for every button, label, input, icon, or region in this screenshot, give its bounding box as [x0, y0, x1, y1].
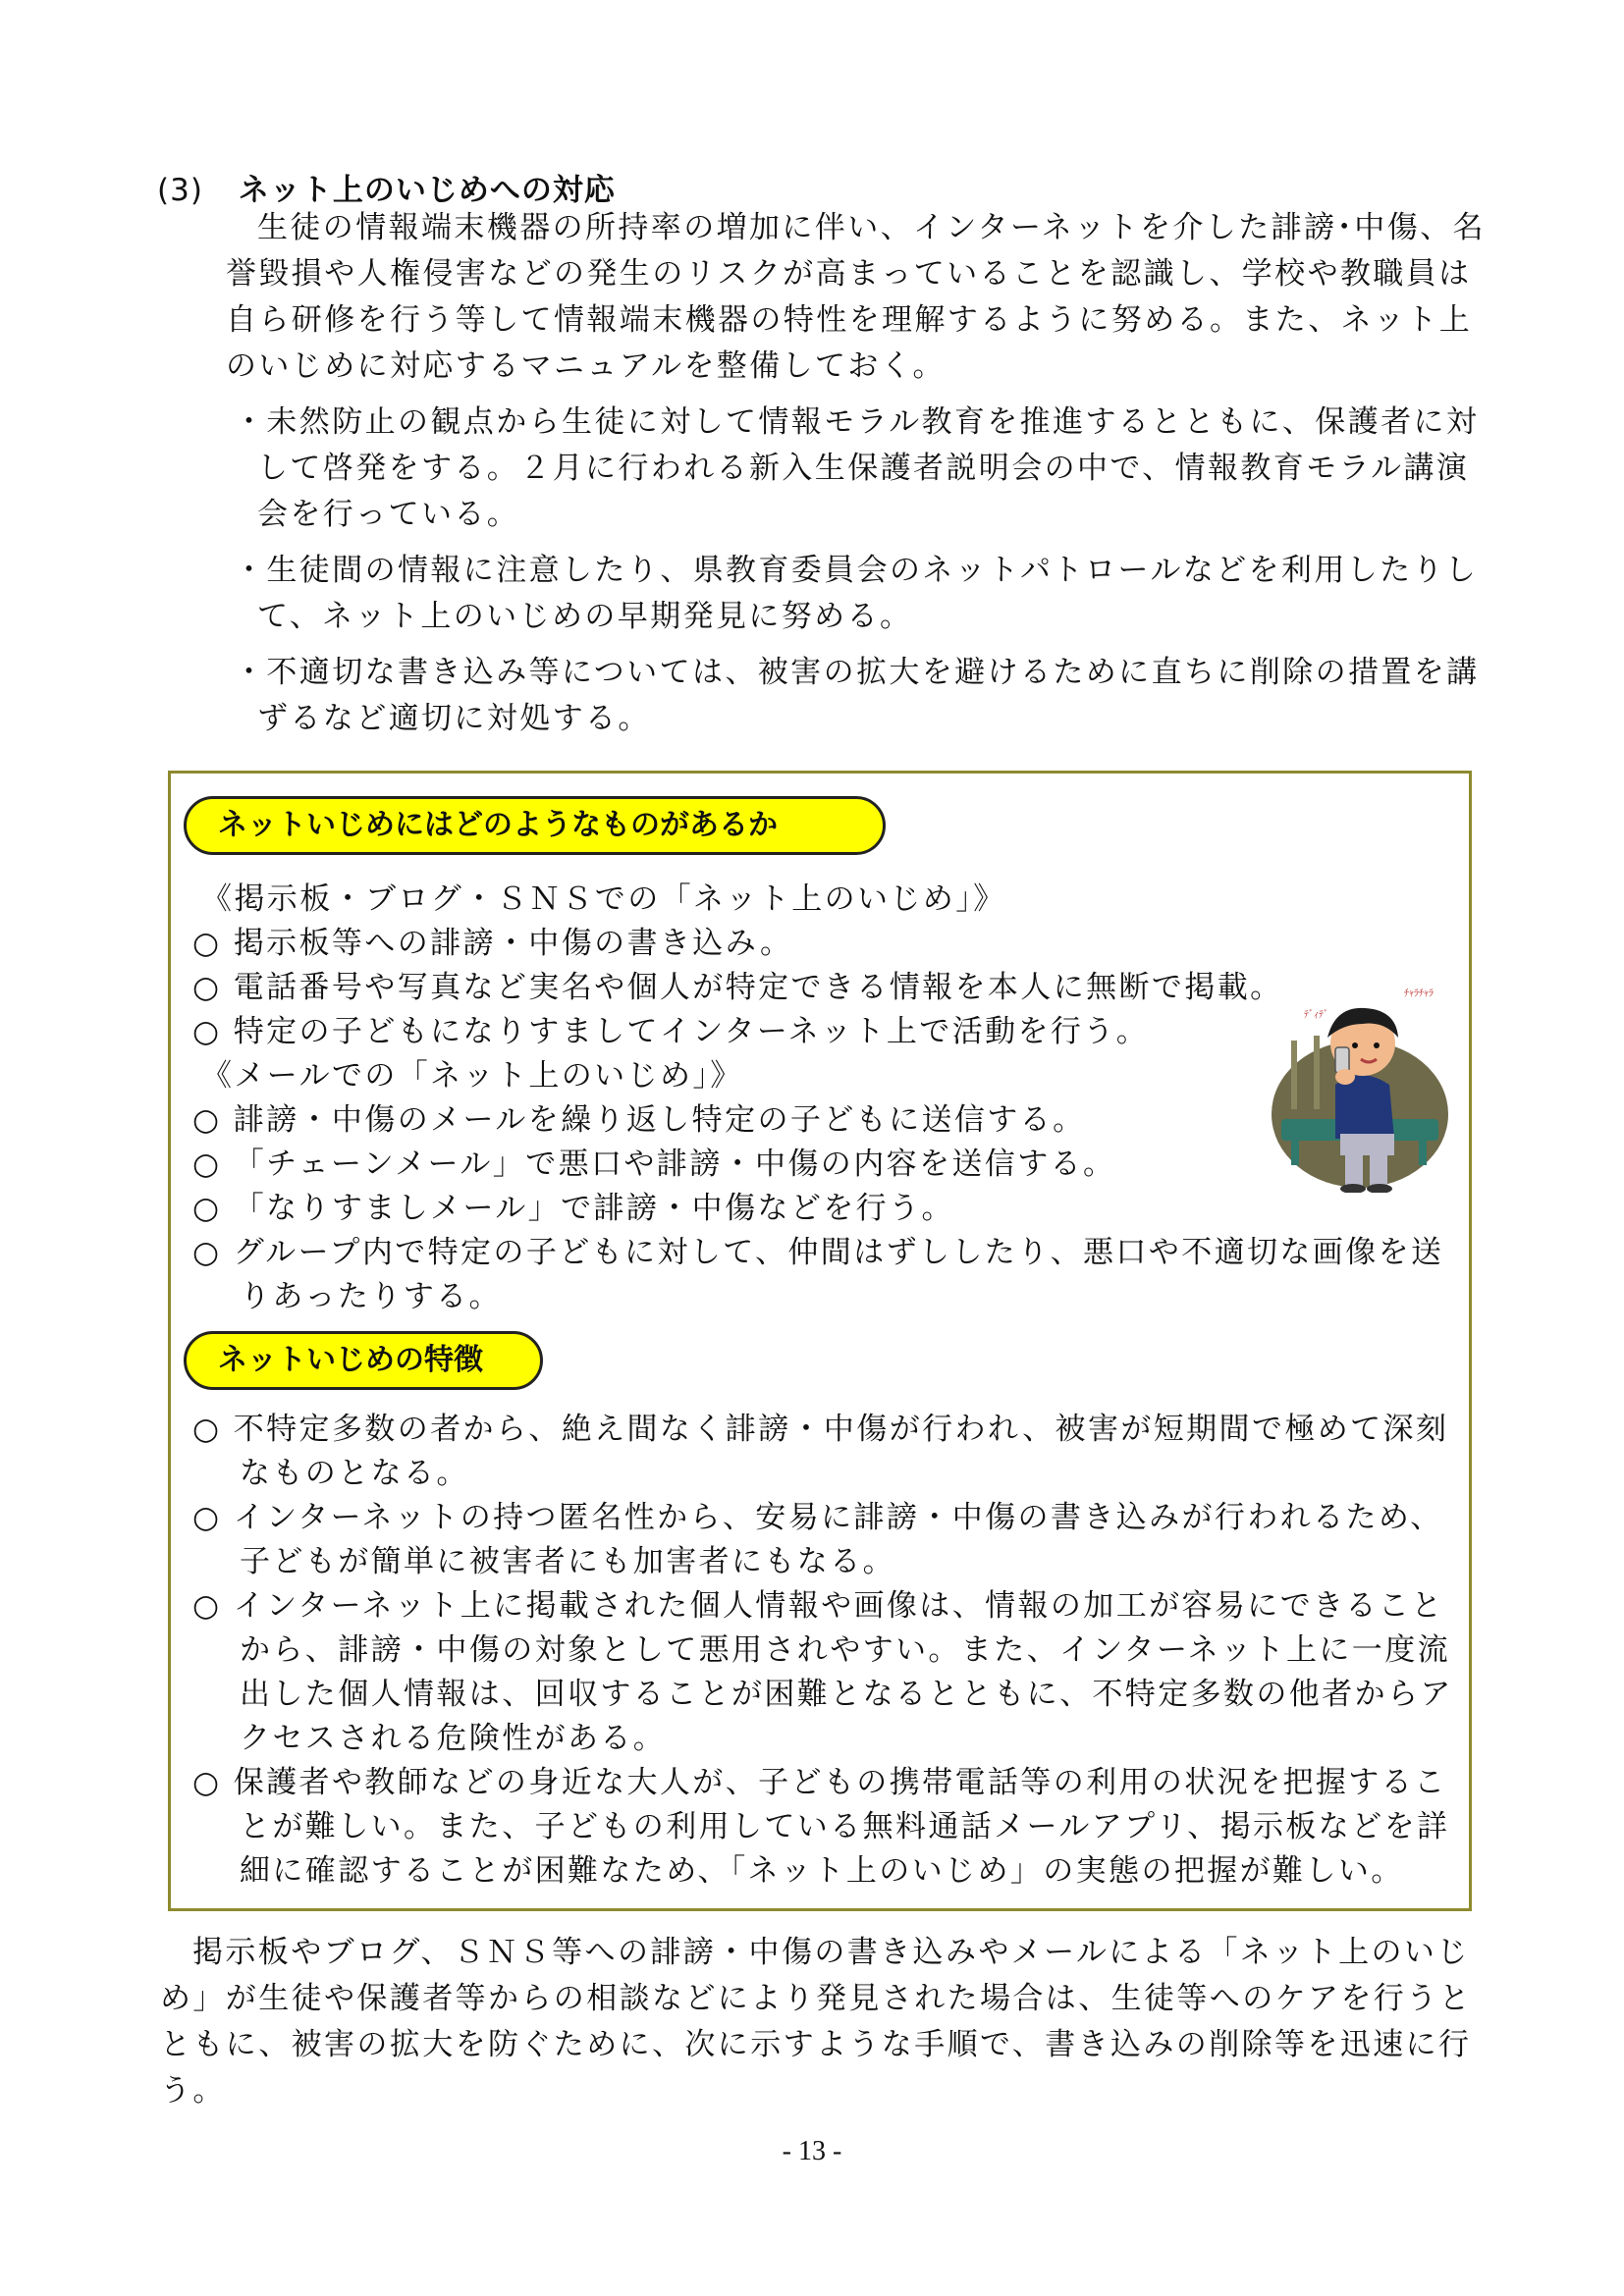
section-number: (3): [157, 173, 203, 208]
list-item: して啓発をする。２月に行われる新入生保護者説明会の中で、情報教育モラル講演: [257, 451, 1470, 486]
intro-line: のいじめに対応するマニュアルを整備しておく。: [226, 348, 946, 384]
list-item: ・未然防止の観点から生徒に対して情報モラル教育を推進するとともに、保護者に対: [234, 404, 1480, 440]
list-item: 出した個人情報は、回収することが困難となるとともに、不特定多数の他者からア: [240, 1677, 1453, 1712]
list-item: ○ 誹謗・中傷のメールを繰り返し特定の子どもに送信する。: [192, 1102, 1086, 1138]
page-number: - 13 -: [782, 2136, 842, 2166]
list-item: て、ネット上のいじめの早期発見に努める。: [257, 599, 913, 634]
box-subheading-characteristics: ネットいじめの特徴: [184, 1331, 543, 1390]
closing-line: 掲示板やブログ、ＳＮＳ等への誹謗・中傷の書き込みやメールによる「ネット上のいじ: [192, 1935, 1470, 1970]
intro-line: 誉毀損や人権侵害などの発生のリスクが高まっていることを認識し、学校や教職員は: [226, 256, 1472, 292]
list-item: クセスされる危険性がある。: [240, 1721, 667, 1756]
list-item: ○ インターネット上に掲載された個人情報や画像は、情報の加工が容易にできること: [192, 1588, 1444, 1624]
intro-line: 自ら研修を行う等して情報端末機器の特性を理解するように努める。また、ネット上: [226, 302, 1473, 338]
list-item: ○ 電話番号や写真など実名や個人が特定できる情報を本人に無断で掲載。: [192, 970, 1283, 1005]
list-item: ・生徒間の情報に注意したり、県教育委員会のネットパトロールなどを利用したりし: [234, 553, 1479, 588]
closing-line: ともに、被害の拡大を防ぐために、次に示すような手順で、書き込みの削除等を迅速に行: [160, 2027, 1472, 2062]
list-item: から、誹謗・中傷の対象として悪用されやすい。また、インターネット上に一度流: [240, 1632, 1451, 1668]
list-item: ○ インターネットの持つ匿名性から、安易に誹謗・中傷の書き込みが行われるため、: [192, 1500, 1443, 1535]
list-item: ○ グループ内で特定の子どもに対して、仲間はずししたり、悪口や不適切な画像を送: [192, 1235, 1444, 1270]
list-item: とが難しい。また、子どもの利用している無料通話メールアプリ、掲示板などを詳: [240, 1809, 1450, 1844]
list-item: ○ 特定の子どもになりすましてインターネット上で活動を行う。: [192, 1014, 1150, 1049]
section-heading: [157, 165, 616, 209]
list-item: なものとなる。: [240, 1456, 469, 1491]
list-item: ○ 保護者や教師などの身近な大人が、子どもの携帯電話等の利用の状況を把握するこ: [192, 1765, 1447, 1800]
closing-line: め」が生徒や保護者等からの相談などにより発見された場合は、生徒等へのケアを行うと: [160, 1981, 1472, 2016]
closing-line: う。: [160, 2073, 226, 2109]
box-subheading-types: ネットいじめにはどのようなものがあるか: [184, 796, 886, 855]
list-item: ○ 不特定多数の者から、絶え間なく誹謗・中傷が行われ、被害が短期間で極めて深刻: [192, 1412, 1449, 1447]
intro-line: 生徒の情報端末機器の所持率の増加に伴い、インターネットを介した誹謗･中傷、名: [257, 210, 1486, 245]
list-item: 細に確認することが困難なため、「ネット上のいじめ」の実態の把握が難しい。: [240, 1853, 1404, 1889]
list-item: ずるなど適切に対処する。: [257, 701, 651, 736]
student-phone-illustration: [1267, 967, 1458, 1193]
list-item: ・不適切な書き込み等については、被害の拡大を避けるために直ちに削除の措置を講: [234, 655, 1480, 690]
list-item: ○ 「チェーンメール」で悪口や誹謗・中傷の内容を送信する。: [192, 1147, 1116, 1182]
svg-text:ﾁｬﾗﾁｬﾗ: ﾁｬﾗﾁｬﾗ: [1404, 988, 1434, 999]
list-item: 《メールでの「ネット上のいじめ」》: [201, 1058, 743, 1094]
list-item: りあったりする。: [240, 1279, 502, 1314]
svg-text:ﾃﾞｨﾃﾞ: ﾃﾞｨﾃﾞ: [1304, 1010, 1328, 1021]
list-item: 子どもが簡単に被害者にも加害者にもなる。: [240, 1544, 895, 1579]
list-item: 会を行っている。: [257, 497, 520, 532]
list-item: 《掲示板・ブログ・ＳＮＳでの「ネット上のいじめ」》: [201, 881, 1006, 917]
list-item: ○ 「なりすましメール」で誹謗・中傷などを行う。: [192, 1191, 954, 1226]
list-item: ○ 掲示板等への誹謗・中傷の書き込み。: [192, 926, 793, 961]
section-title: ネット上のいじめへの対応: [238, 173, 616, 208]
